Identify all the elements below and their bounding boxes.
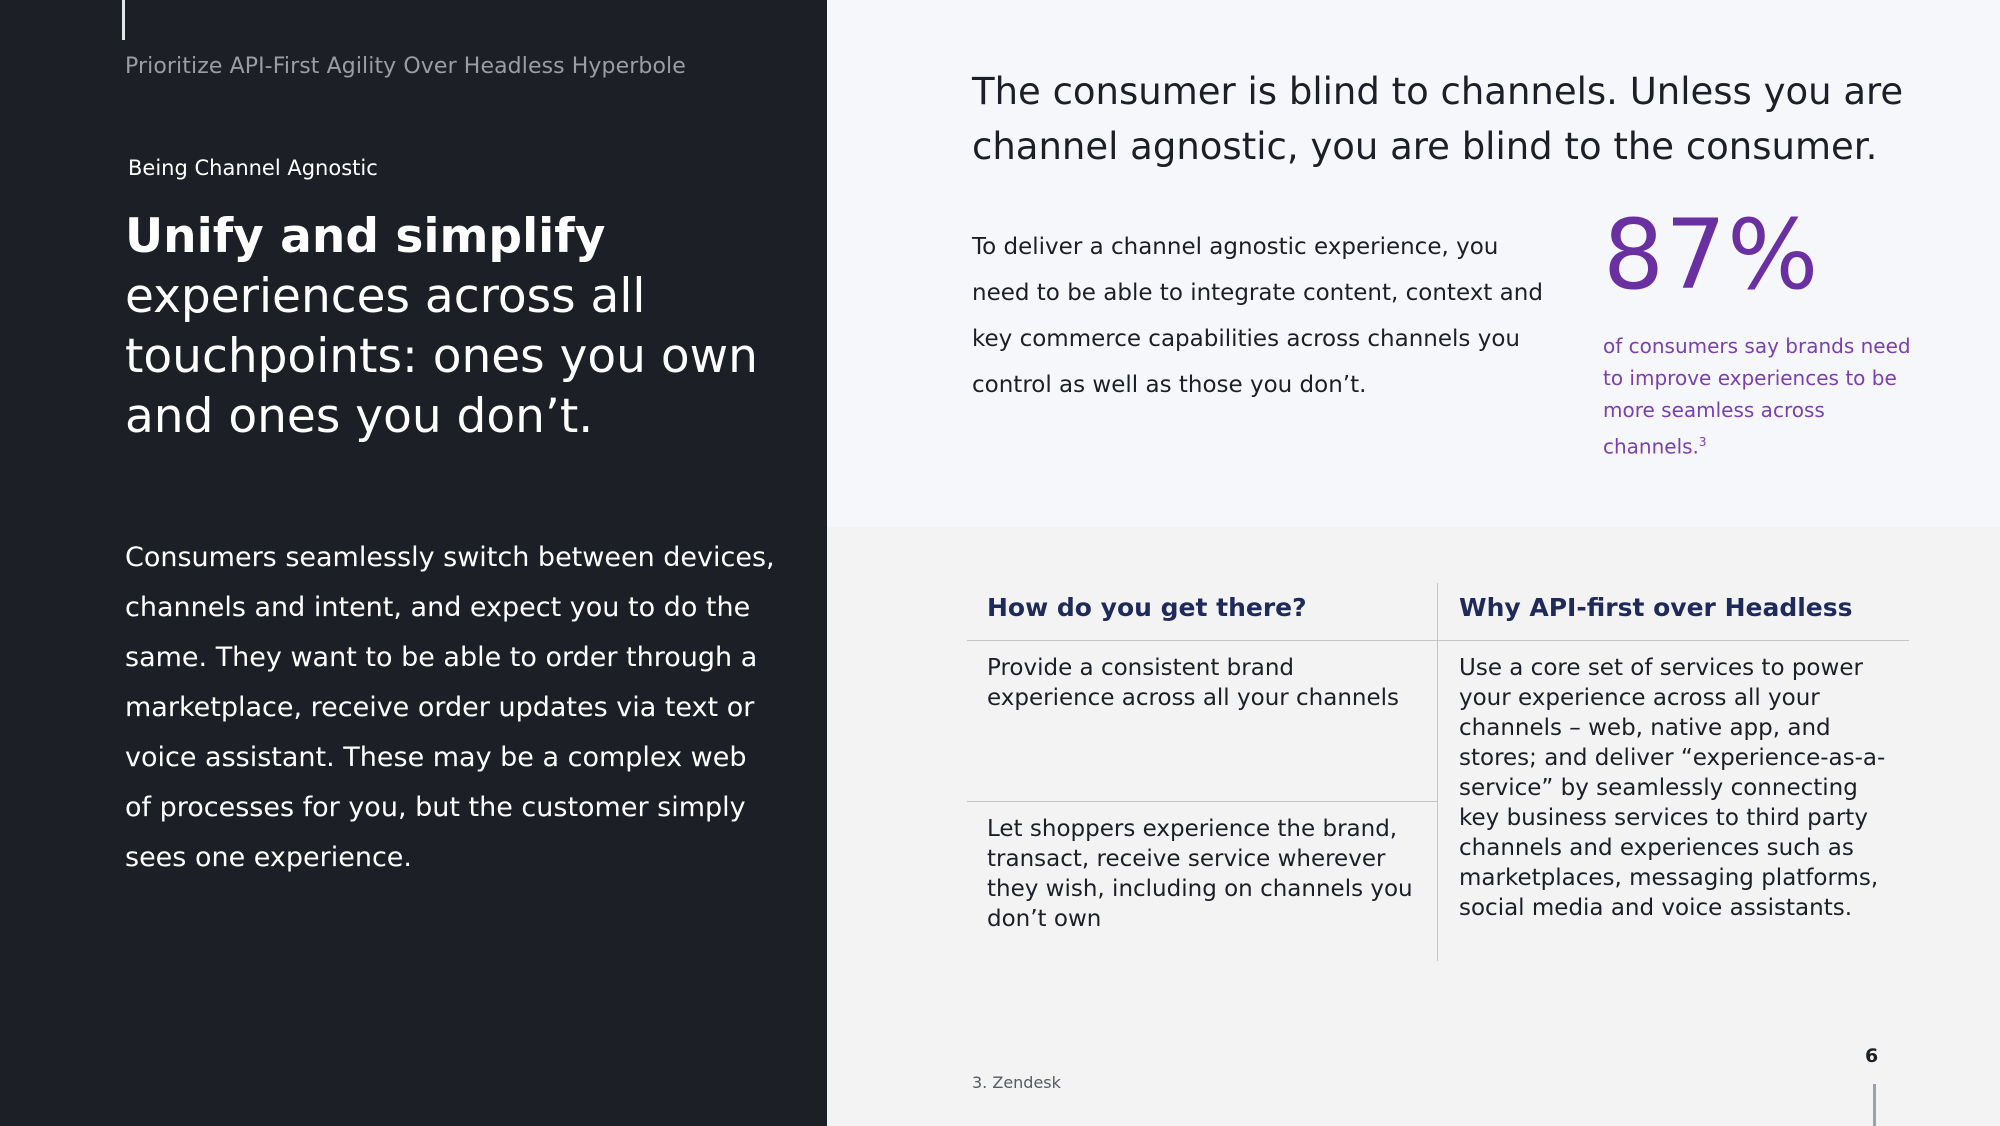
stat-caption — [1603, 330, 1933, 463]
table-cell-why: Use a core set of services to power your experience across all your channels – web, native app, and stores; and deliver “experience-as-a-service” by seamlessly connecting key business services to third party channels and experiences such as marketplaces, messaging platforms, social media and voice assistants. — [1459, 655, 1886, 921]
left-panel — [0, 0, 827, 1126]
footnote: 3. Zendesk — [972, 1073, 1061, 1092]
pull-quote: The consumer is blind to channels. Unless you are channel agnostic, you are blind to the consumer. — [972, 70, 1904, 168]
document-title: Prioritize API-First Agility Over Headless Hyperbole — [125, 54, 686, 79]
table-cell-row-2: Let shoppers experience the brand, transact, receive service wherever they wish, including on channels you don’t own — [987, 816, 1413, 932]
left-body-text: Consumers seamlessly switch between devices, channels and intent, and expect you to do the same. They want to be able to order through a marketplace, receive order updates via text or voice assistant. These may be a complex web of processes for you, but the customer simply sees one experience. — [125, 542, 775, 873]
headline-strong: Unify and simplify — [125, 209, 606, 264]
stat-value: 87% — [1603, 199, 1820, 311]
headline — [125, 207, 805, 447]
page-number-rule — [1873, 1084, 1876, 1126]
table-header-divider — [967, 640, 1909, 641]
comparison-table — [967, 583, 1909, 961]
table-header-why: Why API-first over Headless — [1459, 593, 1853, 622]
table-row-divider — [967, 801, 1437, 802]
stat-caption-text: of consumers say brands need to improve experiences to be more seamless across channels. — [1603, 334, 1911, 459]
table-header-how: How do you get there? — [987, 593, 1307, 622]
table-cell-row-1: Provide a consistent brand experience across all your channels — [987, 655, 1400, 711]
headline-rest: experiences across all touchpoints: ones you own and ones you don’t. — [125, 269, 758, 444]
top-divider — [122, 0, 125, 40]
page-number: 6 — [1865, 1045, 1879, 1067]
footnote-marker: 3 — [1698, 435, 1707, 449]
section-label: Being Channel Agnostic — [128, 156, 378, 180]
intro-paragraph: To deliver a channel agnostic experience, you need to be able to integrate content, context and key commerce capabilities across channels you control as well as those you don’t. — [972, 234, 1543, 398]
